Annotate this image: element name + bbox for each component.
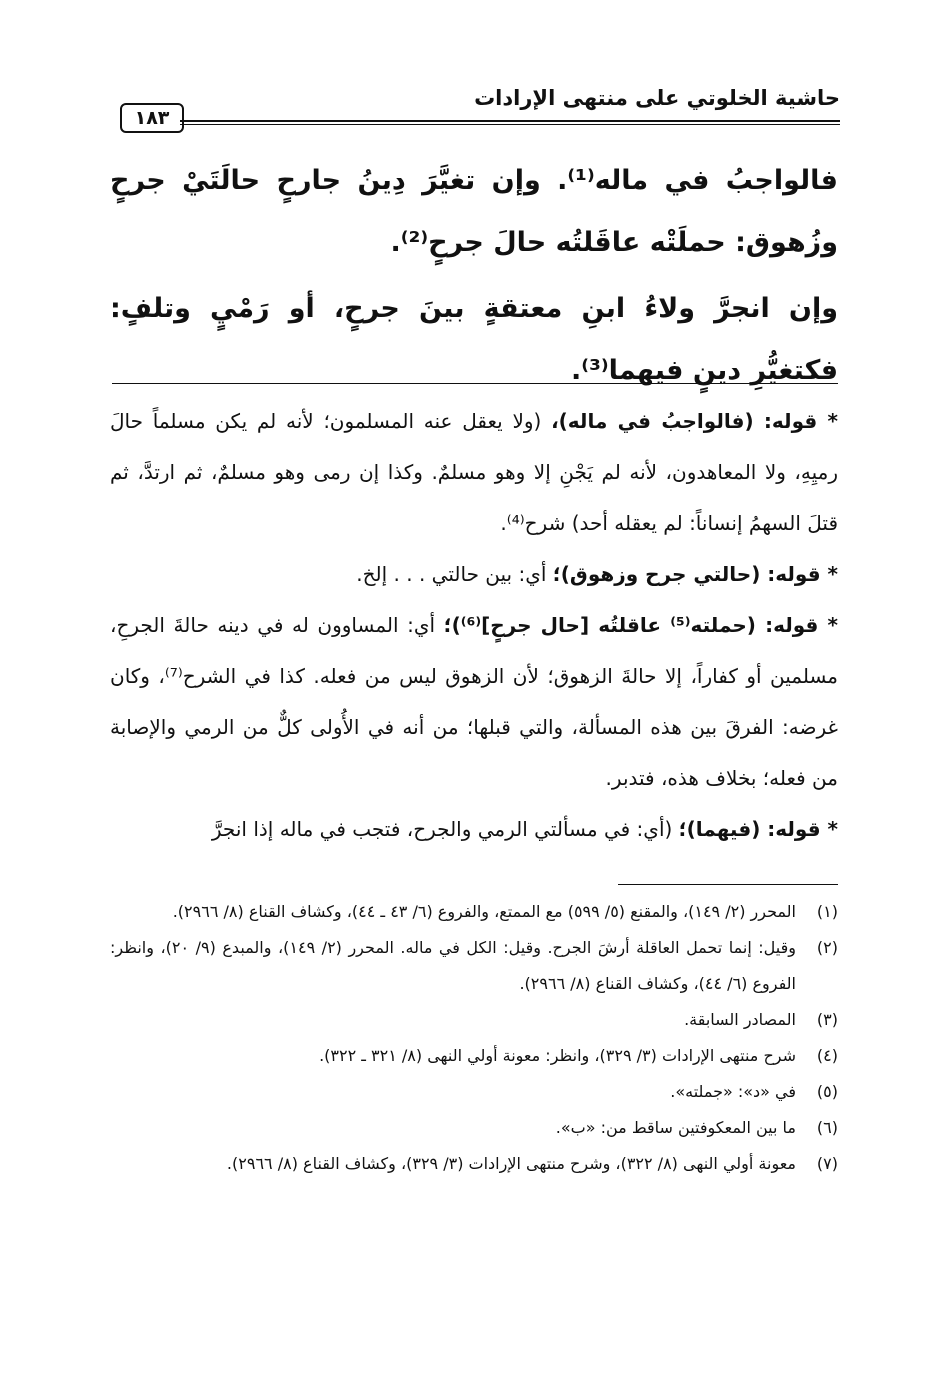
commentary-lemma: * قوله: (حالتي جرح وزهوق)؛ [552,562,838,586]
footnote-text: ما بين المعكوفتين ساقط من: «ب». [555,1118,796,1137]
footnote [110,1074,838,1110]
main-paragraph: فالواجبُ في ماله⁽¹⁾. وإن تغيَّرَ دِينُ جارحٍ حالَتَيْ جرحٍ وزُهوق: حملَتْه عاقَلتُه حالَ جرحٍ⁽²⁾. [110,165,838,258]
footnote-number: (٥) [816,1082,838,1101]
footnote [110,930,838,1002]
footnote-text: المحرر (٢/ ١٤٩)، والمقنع (٥/ ٥٩٩) مع الممتع، والفروع (٦/ ٤٣ ـ ٤٤)، وكشاف القناع (٨/ ٢٩٦٦). [172,902,796,921]
footnote-text: في «د»: «جملته». [670,1082,796,1101]
footnote-divider [618,884,838,885]
footnote-number: (٤) [816,1046,838,1065]
footnote-text: شرح منتهى الإرادات (٣/ ٣٢٩)، وانظر: معونة أولي النهى (٨/ ٣٢١ ـ ٣٢٢). [319,1046,796,1065]
main-text-divider [112,383,838,384]
page-number: ١٨٣ [120,103,184,133]
footnote [110,894,838,930]
footnote-number: (٦) [816,1118,838,1137]
commentary-text: (أي: في مسألتي الرمي والجرح، فتجب في ماله إذا انجرَّ [211,817,679,841]
footnote-text: معونة أولي النهى (٨/ ٣٢٢)، وشرح منتهى الإرادات (٣/ ٣٢٩)، وكشاف القناع (٨/ ٢٩٦٦). [226,1154,796,1173]
commentary-lemma: * قوله: (فالواجبُ في ماله)، [551,409,839,433]
commentary-paragraph [110,804,838,855]
header-rule-thin [180,124,840,125]
running-title: حاشية الخلوتي على منتهى الإرادات [474,86,840,110]
footnote-number: (١) [816,902,838,921]
main-text [110,150,838,406]
footnote-number: (٧) [816,1154,838,1173]
footnote-number: (٣) [816,1010,838,1029]
commentary-lemma: * قوله: (حملته⁽⁵⁾ عاقلتُه [حال جرحٍ]⁽⁶⁾)؛ [443,613,838,637]
commentary-paragraph [110,600,838,804]
commentary-text: أي: المساوون له في دينه حالةَ الجرحِ، مسلمين أو كفاراً، إلا حالةَ الزهوق؛ لأن الزهوق ليس من فعله. كذا في الشرح⁽⁷⁾، وكان غرضه: الفرقَ بين هذه المسألة، والتي قبلها؛ من أنه في الأُولى كلٌّ من الرمي والإصابة من فعله؛ بخلاف هذه، فتدبر. [110,613,838,790]
footnote-text: المصادر السابقة. [684,1010,796,1029]
commentary-text: (ولا يعقل عنه المسلمون؛ لأنه لم يكن مسلماً حالَ رميِهِ، ولا المعاهدون، لأنه لم يَجْنِ إلا وهو مسلمٌ. وكذا إن رمى وهو مسلمٌ، ثم ارتدَّ، ثم قتلَ السهمُ إنساناً: لم يعقله أحد) شرح⁽⁴⁾. [110,409,838,535]
commentary-paragraph [110,396,838,549]
footnotes [110,894,838,1182]
footnote [110,1002,838,1038]
footnote [110,1038,838,1074]
footnote-number: (٢) [816,938,838,957]
commentary-paragraph [110,549,838,600]
commentary-text: أي: بين حالتي . . . إلخ. [356,562,553,586]
main-paragraph: وإن انجرَّ ولاءُ ابنِ معتقةٍ بينَ جرحٍ، أو رَمْيٍ وتلفٍ: فكتغيُّرِ دينٍ فيهما⁽³⁾. [110,293,838,386]
commentary [110,396,838,855]
footnote [110,1110,838,1146]
footnote-text: وقيل: إنما تحمل العاقلة أرشَ الجرح. وقيل: الكل في ماله. المحرر (٢/ ١٤٩)، والمبدع (٩/ ٢٠)، وانظر: الفروع (٦/ ٤٤)، وكشاف القناع (٨/ ٢٩٦٦). [110,938,796,993]
page-header [108,86,840,129]
footnote [110,1146,838,1182]
header-rule [180,120,840,122]
commentary-lemma: * قوله: (فيهما)؛ [678,817,838,841]
